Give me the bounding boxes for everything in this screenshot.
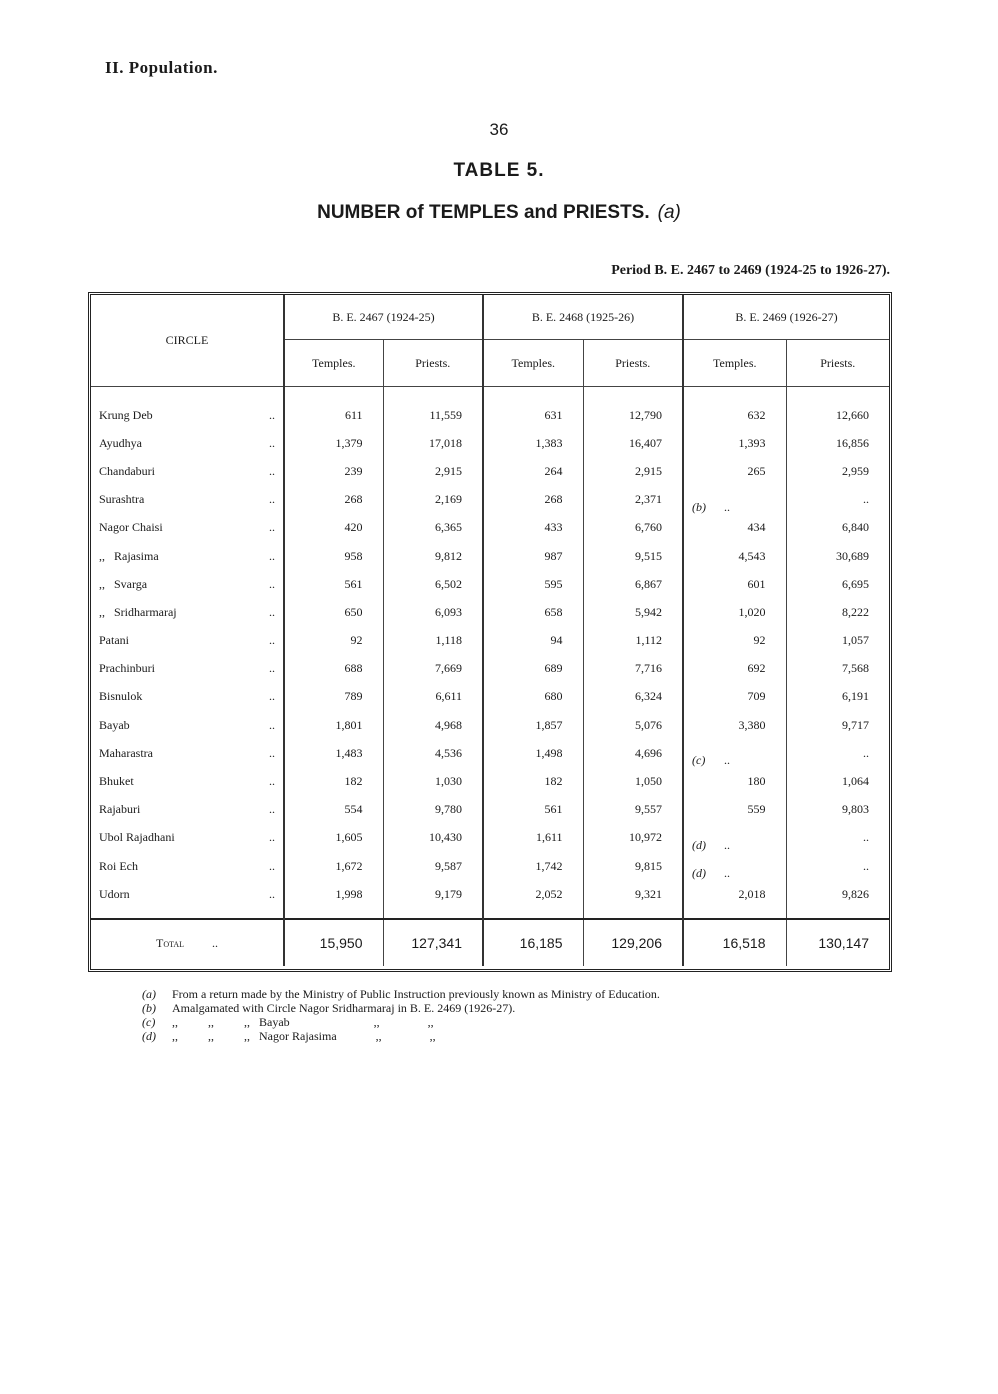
circle-name — [91, 542, 284, 570]
circle-label: Bhuket — [99, 774, 134, 789]
circle-name — [91, 711, 284, 739]
circle-label: Nagor Chaisi — [99, 520, 163, 535]
circle-header: CIRCLE — [91, 295, 284, 387]
priests-2469: 1,064 — [786, 767, 889, 795]
temples-2467: 1,801 — [284, 711, 383, 739]
circle-label: Rajaburi — [99, 802, 141, 817]
circle-name — [91, 683, 284, 711]
temples-2468: 94 — [483, 627, 583, 655]
temples-2469: 632 — [683, 401, 786, 429]
circle-label: Prachinburi — [99, 661, 155, 676]
temples-2469: 709 — [683, 683, 786, 711]
leader-dots: .. — [269, 548, 275, 563]
leader-dots: .. — [269, 576, 275, 591]
priests-2468: 16,407 — [583, 429, 683, 457]
priests-2467: 4,968 — [383, 711, 483, 739]
footnote-text: Amalgamated with Circle Nagor Sridharmaraj in B. E. 2469 (1926-27). — [172, 1001, 516, 1015]
temples-2468: 689 — [483, 655, 583, 683]
priests-2467: 11,559 — [383, 401, 483, 429]
leader-dots: .. — [269, 886, 275, 901]
footnote-key: (b) — [142, 1001, 156, 1015]
cell-value: .. — [724, 753, 730, 768]
leader-dots: .. — [269, 858, 275, 873]
table-subtitle-note: (a) — [657, 202, 681, 223]
temples-header: Temples. — [284, 340, 383, 387]
priests-2469: .. — [786, 486, 889, 514]
priests-2469: 6,695 — [786, 570, 889, 598]
temples-2469: 434 — [683, 514, 786, 542]
temples-2469: 92 — [683, 627, 786, 655]
table-row — [91, 429, 889, 457]
priests-2469: 6,191 — [786, 683, 889, 711]
temples-2468: 1,383 — [483, 429, 583, 457]
temples-2469: 3,380 — [683, 711, 786, 739]
total-row — [91, 919, 889, 966]
leader-dots: .. — [269, 604, 275, 619]
temples-2468: 561 — [483, 796, 583, 824]
temples-2468: 1,611 — [483, 824, 583, 852]
circle-name — [91, 655, 284, 683]
temples-2469 — [683, 852, 786, 880]
footnote-ref: (d) — [692, 837, 706, 852]
circle-label: ,, Sridharmaraj — [99, 604, 177, 619]
footnote-text: From a return made by the Ministry of Public Instruction previously known as Ministry of Education. — [172, 987, 660, 1001]
cell-value: .. — [724, 499, 730, 514]
footnote-text: ,, ,, ,, Bayab ,, ,, — [172, 1015, 434, 1029]
circle-label: Roi Ech — [99, 858, 138, 873]
leader-dots: .. — [269, 435, 275, 450]
leader-dots: .. — [269, 830, 275, 845]
priests-2467: 6,502 — [383, 570, 483, 598]
temples-2468: 658 — [483, 598, 583, 626]
footnote-key: (c) — [142, 1015, 156, 1029]
priests-2467: 1,118 — [383, 627, 483, 655]
temples-2468: 433 — [483, 514, 583, 542]
table-row — [91, 683, 889, 711]
temples-2468: 1,742 — [483, 852, 583, 880]
circle-name — [91, 824, 284, 852]
temples-2467: 650 — [284, 598, 383, 626]
circle-name — [91, 880, 284, 908]
circle-name — [91, 514, 284, 542]
priests-2468: 9,515 — [583, 542, 683, 570]
priests-2469: 1,057 — [786, 627, 889, 655]
temples-2469: 601 — [683, 570, 786, 598]
cell-value: .. — [724, 837, 730, 852]
temples-2468: 264 — [483, 457, 583, 485]
priests-2468: 9,557 — [583, 796, 683, 824]
priests-2468: 6,324 — [583, 683, 683, 711]
table-subtitle-text: NUMBER of TEMPLES and PRIESTS. — [317, 202, 650, 223]
table-row — [91, 486, 889, 514]
temples-2469: 1,020 — [683, 598, 786, 626]
footnote-key: (a) — [142, 987, 156, 1001]
temples-2469: 2,018 — [683, 880, 786, 908]
footnote — [142, 987, 660, 1001]
temples-2468: 631 — [483, 401, 583, 429]
circle-label: Udorn — [99, 886, 130, 901]
table-subtitle — [0, 202, 998, 224]
temples-2467: 420 — [284, 514, 383, 542]
circle-label: Ubol Rajadhani — [99, 830, 175, 845]
circle-label: Chandaburi — [99, 463, 155, 478]
temples-2468: 1,498 — [483, 739, 583, 767]
priests-2468: 2,915 — [583, 457, 683, 485]
temples-2468: 2,052 — [483, 880, 583, 908]
priests-2469: 16,856 — [786, 429, 889, 457]
temples-2467: 1,998 — [284, 880, 383, 908]
table-title: TABLE 5. — [453, 160, 545, 181]
footnote-text: ,, ,, ,, Nagor Rajasima ,, ,, — [172, 1029, 436, 1043]
priests-2467: 6,365 — [383, 514, 483, 542]
priests-2467: 2,169 — [383, 486, 483, 514]
circle-name — [91, 796, 284, 824]
temples-2467: 688 — [284, 655, 383, 683]
priests-2469: 8,222 — [786, 598, 889, 626]
leader-dots: .. — [269, 520, 275, 535]
table-row — [91, 457, 889, 485]
circle-name — [91, 457, 284, 485]
temples-priests-table — [88, 292, 892, 972]
priests-2469: 7,568 — [786, 655, 889, 683]
temples-2467: 1,379 — [284, 429, 383, 457]
year-header-2469: B. E. 2469 (1926-27) — [683, 295, 889, 340]
circle-label: Patani — [99, 633, 129, 648]
temples-header: Temples. — [483, 340, 583, 387]
priests-2468: 1,050 — [583, 767, 683, 795]
circle-label: Bisnulok — [99, 689, 143, 704]
temples-2467: 554 — [284, 796, 383, 824]
priests-2468: 5,942 — [583, 598, 683, 626]
priests-2468: 6,867 — [583, 570, 683, 598]
leader-dots: .. — [269, 463, 275, 478]
circle-name — [91, 739, 284, 767]
period-label: Period B. E. 2467 to 2469 (1924-25 to 1926-27). — [611, 263, 890, 278]
priests-2468: 4,696 — [583, 739, 683, 767]
footnote — [142, 1029, 660, 1043]
leader-dots: .. — [269, 407, 275, 422]
leader-dots: .. — [269, 492, 275, 507]
temples-2468: 182 — [483, 767, 583, 795]
table-row — [91, 739, 889, 767]
header-year-row — [91, 295, 889, 340]
temples-2468: 987 — [483, 542, 583, 570]
circle-label: ,, Svarga — [99, 576, 148, 591]
temples-2469: 692 — [683, 655, 786, 683]
circle-label: Maharastra — [99, 745, 153, 760]
priests-2468: 9,321 — [583, 880, 683, 908]
priests-2467: 4,536 — [383, 739, 483, 767]
circle-name — [91, 401, 284, 429]
temples-2468: 1,857 — [483, 711, 583, 739]
table-row — [91, 598, 889, 626]
priests-2469: .. — [786, 739, 889, 767]
temples-2468: 595 — [483, 570, 583, 598]
year-header-2467: B. E. 2467 (1924-25) — [284, 295, 483, 340]
leader-dots: .. — [269, 717, 275, 732]
leader-dots: .. — [269, 661, 275, 676]
temples-2469: 180 — [683, 767, 786, 795]
temples-2467: 92 — [284, 627, 383, 655]
priests-2469: .. — [786, 824, 889, 852]
priests-2469: 9,803 — [786, 796, 889, 824]
data-table — [91, 295, 889, 966]
footnotes — [142, 987, 660, 1043]
temples-2467: 1,672 — [284, 852, 383, 880]
temples-2467: 1,605 — [284, 824, 383, 852]
table-row — [91, 655, 889, 683]
temples-2467: 239 — [284, 457, 383, 485]
priests-2467: 6,093 — [383, 598, 483, 626]
circle-name — [91, 598, 284, 626]
total-priests-2469: 130,147 — [786, 919, 889, 966]
priests-header: Priests. — [786, 340, 889, 387]
temples-2469: 1,393 — [683, 429, 786, 457]
priests-2468: 9,815 — [583, 852, 683, 880]
priests-2467: 7,669 — [383, 655, 483, 683]
temples-2468: 680 — [483, 683, 583, 711]
priests-2468: 1,112 — [583, 627, 683, 655]
priests-2468: 5,076 — [583, 711, 683, 739]
temples-2467: 1,483 — [284, 739, 383, 767]
priests-2468: 7,716 — [583, 655, 683, 683]
table-row — [91, 627, 889, 655]
page-number: 36 — [489, 120, 509, 139]
temples-2467: 789 — [284, 683, 383, 711]
circle-name — [91, 627, 284, 655]
priests-2469: 2,959 — [786, 457, 889, 485]
total-temples-2467: 15,950 — [284, 919, 383, 966]
year-header-2468: B. E. 2468 (1925-26) — [483, 295, 683, 340]
priests-2468: 2,371 — [583, 486, 683, 514]
circle-name — [91, 852, 284, 880]
footnote-ref: (b) — [692, 499, 706, 514]
circle-name — [91, 767, 284, 795]
priests-2467: 2,915 — [383, 457, 483, 485]
temples-2467: 268 — [284, 486, 383, 514]
table-row — [91, 570, 889, 598]
circle-label: Bayab — [99, 717, 130, 732]
temples-2469: 4,543 — [683, 542, 786, 570]
circle-label: Surashtra — [99, 492, 145, 507]
temples-2467: 958 — [284, 542, 383, 570]
priests-2467: 9,587 — [383, 852, 483, 880]
footnote-key: (d) — [142, 1029, 156, 1043]
table-row — [91, 514, 889, 542]
temples-2469 — [683, 739, 786, 767]
circle-label: ,, Rajasima — [99, 548, 159, 563]
circle-label: Ayudhya — [99, 435, 142, 450]
table-row — [91, 880, 889, 908]
priests-2467: 10,430 — [383, 824, 483, 852]
temples-2469 — [683, 824, 786, 852]
circle-name — [91, 486, 284, 514]
priests-2468: 12,790 — [583, 401, 683, 429]
total-temples-2469: 16,518 — [683, 919, 786, 966]
priests-2467: 17,018 — [383, 429, 483, 457]
footnote-ref: (c) — [692, 753, 706, 768]
leader-dots: .. — [269, 774, 275, 789]
priests-2469: 30,689 — [786, 542, 889, 570]
priests-2467: 9,812 — [383, 542, 483, 570]
leader-dots: .. — [269, 745, 275, 760]
temples-2467: 611 — [284, 401, 383, 429]
leader-dots: .. — [269, 689, 275, 704]
circle-name — [91, 570, 284, 598]
temples-2469: 559 — [683, 796, 786, 824]
footnote — [142, 1015, 660, 1029]
priests-2467: 6,611 — [383, 683, 483, 711]
temples-2468: 268 — [483, 486, 583, 514]
table-row — [91, 711, 889, 739]
leader-dots: .. — [269, 633, 275, 648]
total-priests-2468: 129,206 — [583, 919, 683, 966]
priests-2469: 9,826 — [786, 880, 889, 908]
temples-2467: 182 — [284, 767, 383, 795]
priests-2467: 1,030 — [383, 767, 483, 795]
section-title: II. Population. — [105, 58, 218, 77]
priests-2467: 9,780 — [383, 796, 483, 824]
total-label: Total .. — [91, 919, 284, 966]
priests-2469: 9,717 — [786, 711, 889, 739]
total-temples-2468: 16,185 — [483, 919, 583, 966]
temples-2469 — [683, 486, 786, 514]
table-row — [91, 796, 889, 824]
leader-dots: .. — [269, 802, 275, 817]
priests-2468: 6,760 — [583, 514, 683, 542]
temples-header: Temples. — [683, 340, 786, 387]
footnote — [142, 1001, 660, 1015]
circle-name — [91, 429, 284, 457]
priests-2469: 12,660 — [786, 401, 889, 429]
footnote-ref: (d) — [692, 866, 706, 881]
priests-2469: .. — [786, 852, 889, 880]
temples-2467: 561 — [284, 570, 383, 598]
priests-header: Priests. — [583, 340, 683, 387]
priests-header: Priests. — [383, 340, 483, 387]
total-priests-2467: 127,341 — [383, 919, 483, 966]
table-row — [91, 542, 889, 570]
table-row — [91, 824, 889, 852]
table-row — [91, 767, 889, 795]
table-row — [91, 852, 889, 880]
priests-2469: 6,840 — [786, 514, 889, 542]
table-row — [91, 401, 889, 429]
priests-2467: 9,179 — [383, 880, 483, 908]
priests-2468: 10,972 — [583, 824, 683, 852]
circle-label: Krung Deb — [99, 407, 153, 422]
cell-value: .. — [724, 866, 730, 881]
temples-2469: 265 — [683, 457, 786, 485]
